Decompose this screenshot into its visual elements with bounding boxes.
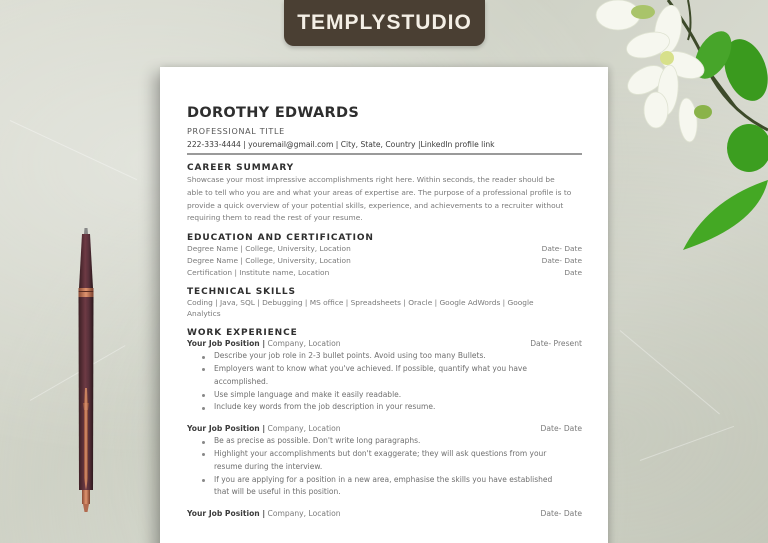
bullet-item: Employers want to know what you've achieved. If possible, quantify what you have accomplished.: [202, 363, 582, 389]
resume-page: [160, 67, 608, 543]
summary-text: [187, 174, 582, 225]
job-entry: [187, 423, 582, 499]
education-label: Degree Name | College, University, Location: [187, 255, 351, 265]
job-header: [187, 338, 582, 350]
education-date: Date: [564, 267, 582, 277]
contact-line: 222-333-4444 | youremail@gmail.com | City, State, Country |LinkedIn profile link: [187, 140, 495, 149]
job-date: Date- Present: [530, 339, 582, 349]
job-header: [187, 508, 582, 520]
bullet-item: If you are applying for a position in a new area, emphasise the skills you have established that will be useful in this position.: [202, 474, 582, 500]
marble-vein: [640, 426, 734, 461]
resume-content: [187, 105, 582, 520]
marble-vein: [620, 330, 720, 414]
bullet-item: Describe your job role in 2-3 bullet points. Avoid using too many Bullets.: [202, 350, 582, 363]
bullet-item: Include key words from the job description in your resume.: [202, 401, 582, 414]
summary-line: provide a quick overview of your potential skills, experience, and achievements to a recruiter without: [187, 200, 564, 210]
summary-line: able to tell who you are and what your areas of expertise are. The purpose of a professional profile is to: [187, 187, 572, 197]
education-label: Certification | Institute name, Location: [187, 267, 330, 277]
brand-label: TEMPLYSTUDIO: [297, 11, 472, 34]
job-position: Your Job Position |: [187, 509, 266, 519]
section-title: WORK EXPERIENCE: [187, 328, 298, 339]
job-bullets: [202, 350, 582, 414]
job-date: Date- Date: [540, 424, 582, 434]
job-company: Company, Location: [265, 339, 341, 349]
education-label: Degree Name | College, University, Location: [187, 244, 351, 254]
section-title: EDUCATION AND CERTIFICATION: [187, 233, 374, 244]
bullet-item: Highlight your accomplishments but don't exaggerate; they will ask questions from your resume during the interview.: [202, 448, 582, 474]
skills-line: Analytics: [187, 309, 221, 319]
brand-banner: [284, 0, 485, 46]
marble-vein: [10, 120, 137, 180]
education-date: Date- Date: [541, 244, 582, 254]
job-company: Company, Location: [265, 509, 341, 519]
professional-title: PROFESSIONAL TITLE: [187, 127, 285, 136]
candidate-name: DOROTHY EDWARDS: [187, 105, 360, 121]
job-entry: [187, 338, 582, 414]
section-technical-skills: [187, 287, 582, 321]
job-date: Date- Date: [540, 509, 582, 519]
education-row: [187, 255, 582, 267]
summary-line: Showcase your most impressive accomplishments right here. Within seconds, the reader should be: [187, 175, 555, 184]
education-row: [187, 267, 582, 279]
section-education: [187, 233, 582, 278]
section-title: TECHNICAL SKILLS: [187, 286, 296, 297]
job-position: Your Job Position |: [187, 424, 266, 434]
job-bullets: [202, 435, 582, 499]
education-row: [187, 243, 582, 255]
pen-icon: [73, 228, 99, 513]
flower-branch-decoration: [588, 0, 768, 255]
skills-line: Coding | Java, SQL | Debugging | MS office | Spreadsheets | Oracle | Google AdWords | Google: [187, 297, 534, 307]
education-date: Date- Date: [541, 255, 582, 265]
job-entry: [187, 508, 582, 520]
section-career-summary: [187, 163, 582, 225]
bullet-item: Use simple language and make it easily readable.: [202, 389, 582, 402]
summary-line: requiring them to read the rest of your resume.: [187, 213, 363, 223]
section-work-experience: [187, 328, 582, 520]
job-company: Company, Location: [265, 424, 341, 434]
job-position: Your Job Position |: [187, 339, 266, 349]
bullet-item: Be as precise as possible. Don't write long paragraphs.: [202, 435, 582, 448]
job-header: [187, 423, 582, 435]
section-title: CAREER SUMMARY: [187, 163, 295, 173]
header-divider: [187, 153, 582, 155]
